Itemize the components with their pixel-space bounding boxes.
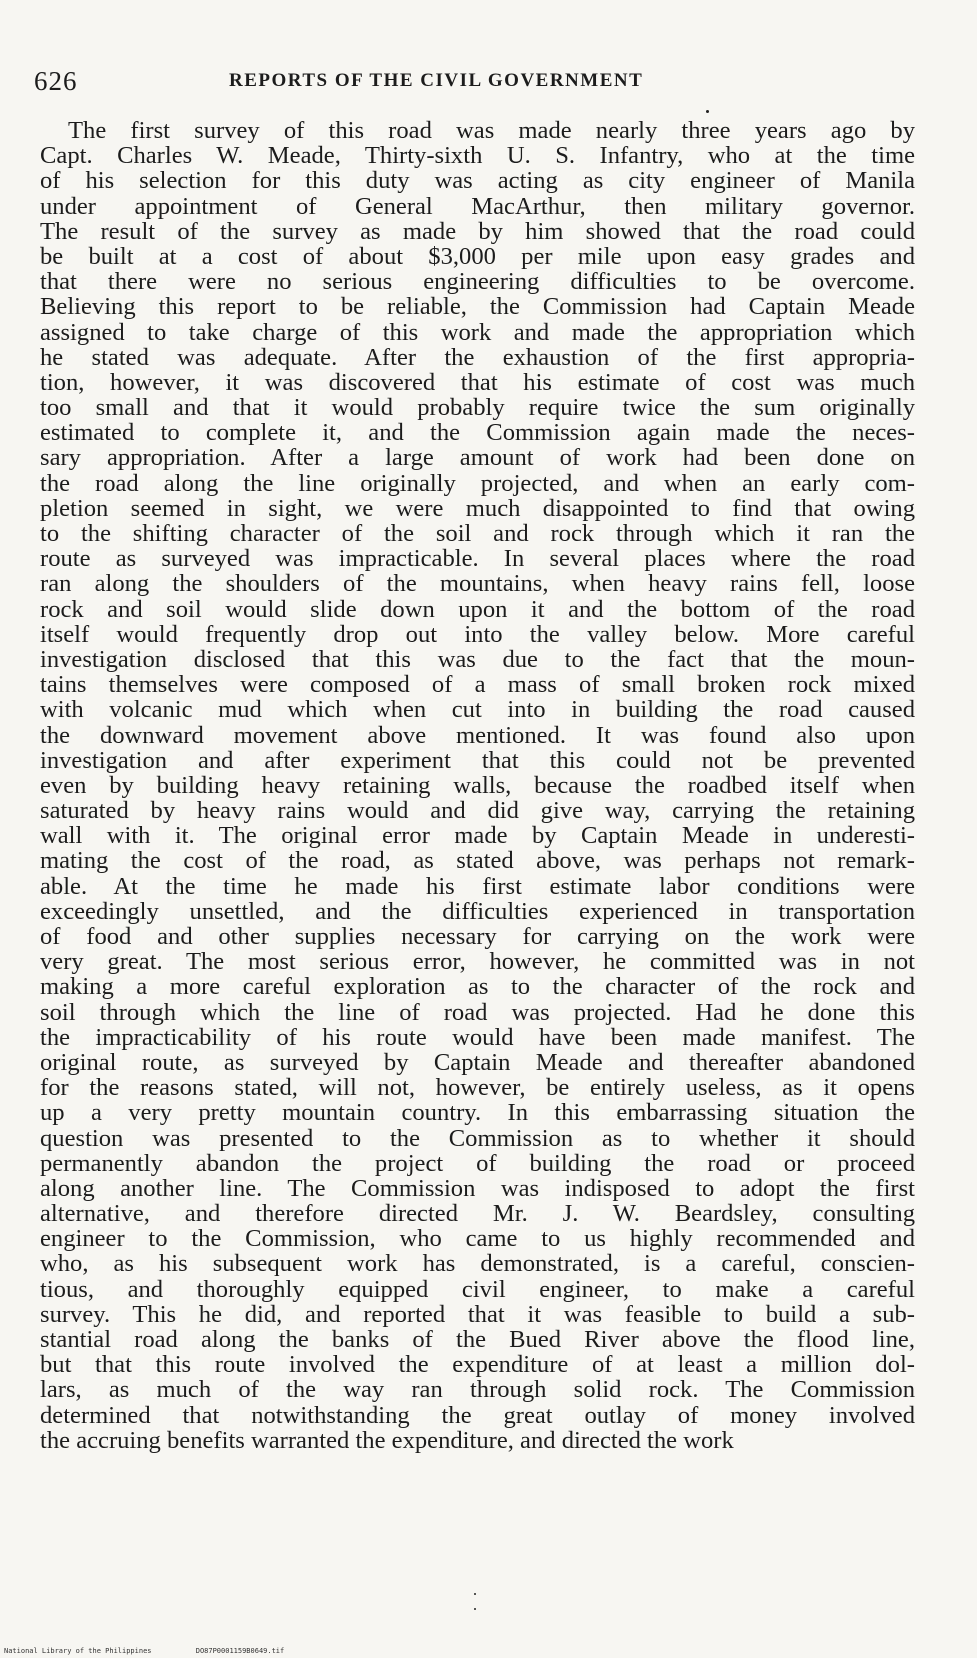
text-line: soil through which the line of road was projected. Had he done this (40, 999, 915, 1025)
text-line: estimated to complete it, and the Commission again made the neces- (40, 420, 915, 446)
text-line: pletion seemed in sight, we were much disappointed to find that owing (40, 495, 915, 521)
text-line: tion, however, it was discovered that his estimate of cost was much (40, 369, 915, 396)
text-line: permanently abandon the project of building the road or proceed (40, 1150, 915, 1176)
text-line: exceedingly unsettled, and the difficulties experienced in transportation (40, 898, 915, 924)
text-line: be built at a cost of about $3,000 per mile upon easy grades and (40, 243, 915, 270)
text-line: tains themselves were composed of a mass of small broken rock mixed (40, 672, 915, 698)
text-line: wall with it. The original error made by Captain Meade in underesti- (40, 823, 915, 849)
scan-footer (4, 1647, 324, 1655)
text-line: mating the cost of the road, as stated above, was perhaps not remark- (40, 848, 915, 874)
text-line: determined that notwithstanding the great outlay of money involved (40, 1402, 915, 1428)
text-line: sary appropriation. After a large amount of work had been done on (40, 445, 915, 471)
page-number: 626 (34, 66, 78, 96)
text-line: to the shifting character of the soil and rock through which it ran the (40, 521, 915, 547)
text-line: engineer to the Commission, who came to us highly recommended and (40, 1226, 915, 1252)
text-line: route as surveyed was impracticable. In several places where the road (40, 546, 915, 572)
text-line: ran along the shoulders of the mountains, when heavy rains fell, loose (40, 571, 915, 597)
text-line: he stated was adequate. After the exhaustion of the first appropria- (40, 344, 915, 370)
file-id: DO87P0001159B0649.tif (195, 1647, 285, 1655)
text-line: survey. This he did, and reported that it was feasible to build a sub- (40, 1301, 915, 1327)
text-line: alternative, and therefore directed Mr. J. W. Beardsley, consulting (40, 1201, 915, 1227)
text-line: very great. The most serious error, however, he committed was in not (40, 949, 915, 975)
ink-speck (474, 1608, 476, 1610)
ink-speck (706, 110, 709, 113)
library-name: National Library of the Philippines (4, 1647, 152, 1655)
text-line: question was presented to the Commission as to whether it should (40, 1125, 915, 1151)
text-line: original route, as surveyed by Captain Meade and thereafter abandoned (40, 1049, 915, 1076)
text-line: the impracticability of his route would have been made manifest. The (40, 1024, 915, 1050)
text-line: making a more careful exploration as to the character of the rock and (40, 974, 915, 1000)
ink-speck (474, 1593, 476, 1595)
text-line: itself would frequently drop out into the valley below. More careful (40, 621, 915, 647)
text-line: able. At the time he made his first estimate labor conditions were (40, 873, 915, 899)
text-line: with volcanic mud which when cut into in building the road caused (40, 697, 915, 723)
text-line: Believing this report to be reliable, the Commission had Captain Meade (40, 294, 915, 320)
text-line: the road along the line originally projected, and when an early com- (40, 470, 915, 496)
text-line: too small and that it would probably require twice the sum originally (40, 395, 915, 421)
text-line: the accruing benefits warranted the expenditure, and directed the work (40, 1427, 734, 1453)
text-line: up a very pretty mountain country. In this embarrassing situation the (40, 1100, 915, 1126)
text-line: of food and other supplies necessary for carrying on the work were (40, 924, 915, 950)
text-line: rock and soil would slide down upon it and the bottom of the road (40, 596, 915, 622)
text-line: Capt. Charles W. Meade, Thirty-sixth U. S. Infantry, who at the time (40, 143, 915, 169)
text-line: the downward movement above mentioned. It was found also upon (40, 722, 915, 748)
text-line: lars, as much of the way ran through solid rock. The Commission (40, 1377, 915, 1403)
text-line: who, as his subsequent work has demonstrated, is a careful, conscien- (40, 1251, 915, 1277)
text-line: investigation and after experiment that this could not be prevented (40, 747, 915, 773)
text-line: under appointment of General MacArthur, then military governor. (40, 193, 915, 219)
text-line: investigation disclosed that this was due to the fact that the moun- (40, 646, 915, 673)
page-header (34, 66, 934, 96)
body-paragraph (40, 118, 915, 1453)
text-line: The first survey of this road was made nearly three years ago by (68, 118, 915, 144)
text-line: along another line. The Commission was indisposed to adopt the first (40, 1175, 915, 1202)
text-line: even by building heavy retaining walls, because the roadbed itself when (40, 772, 915, 799)
text-line: but that this route involved the expenditure of at least a million dol- (40, 1352, 915, 1378)
text-line: stantial road along the banks of the Bued River above the flood line, (40, 1327, 915, 1353)
text-line: that there were no serious engineering difficulties to be overcome. (40, 269, 915, 295)
text-line: The result of the survey as made by him showed that the road could (40, 218, 915, 244)
text-line: tious, and thoroughly equipped civil engineer, to make a careful (40, 1276, 915, 1302)
text-line: assigned to take charge of this work and made the appropriation which (40, 319, 915, 345)
running-title: REPORTS OF THE CIVIL GOVERNMENT (229, 70, 644, 91)
text-line: of his selection for this duty was acting as city engineer of Manila (40, 168, 915, 194)
text-line: saturated by heavy rains would and did give way, carrying the retaining (40, 798, 915, 824)
text-line: for the reasons stated, will not, however, be entirely useless, as it opens (40, 1075, 915, 1101)
